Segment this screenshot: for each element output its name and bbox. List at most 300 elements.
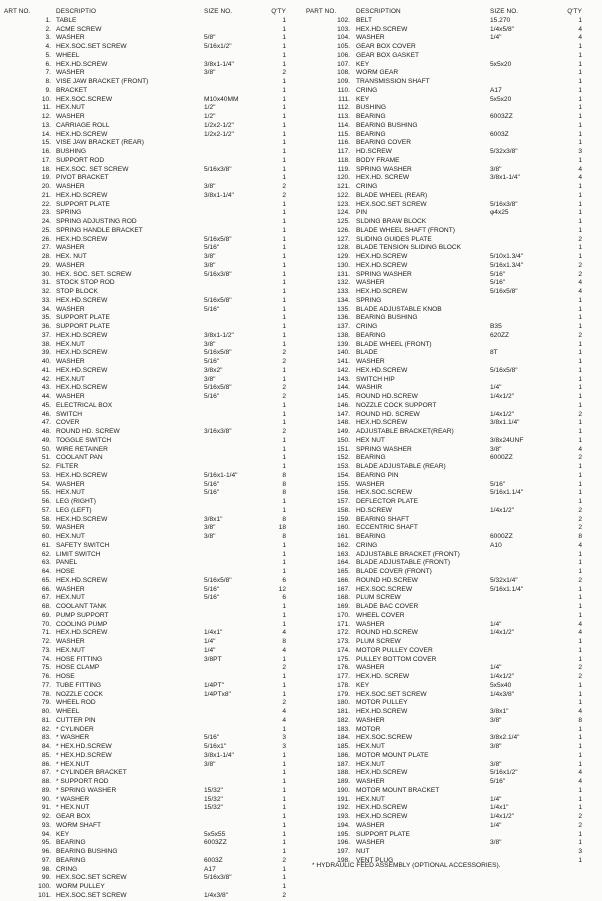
part-size: 1/4x1/2" — [490, 813, 514, 820]
part-size: 5/16x5/8" — [204, 296, 232, 304]
parts-row — [306, 148, 598, 157]
part-number: 198. — [337, 856, 350, 864]
part-description: GEAR BOX COVER — [356, 43, 416, 50]
qty-header: Q'TY — [567, 8, 582, 15]
part-number: 86. — [41, 760, 51, 768]
part-number: 9. — [45, 86, 51, 94]
parts-row — [306, 629, 598, 638]
part-description: SUPPORT PLATE — [56, 200, 110, 208]
part-size: 1/4x1" — [204, 629, 223, 637]
part-number: 158. — [337, 506, 350, 514]
part-description: ADJUSTABLE BRACKET(REAR) — [356, 428, 454, 435]
part-quantity: 1 — [282, 51, 286, 59]
part-number: 29. — [41, 261, 51, 269]
part-number: 57. — [41, 506, 51, 514]
parts-row — [306, 839, 598, 848]
parts-row — [306, 61, 598, 70]
part-size: 3/8x2" — [204, 366, 223, 374]
part-description: WASHER — [56, 585, 85, 593]
part-description: HEX.SOC.SET SCREW — [56, 874, 127, 882]
parts-row — [4, 323, 300, 332]
part-quantity: 1 — [282, 261, 286, 269]
part-description: BLADE BAC COVER — [356, 603, 419, 610]
part-description: * HEX.NUT — [56, 804, 90, 812]
part-number: 49. — [41, 436, 51, 444]
part-size: 1/4" — [490, 384, 502, 392]
parts-row — [4, 647, 300, 656]
part-quantity: 1 — [282, 804, 286, 812]
part-size: 620ZZ — [490, 331, 510, 339]
parts-row — [4, 874, 300, 883]
part-quantity: 1 — [578, 760, 582, 768]
part-quantity: 1 — [578, 681, 582, 689]
part-quantity: 1 — [578, 86, 582, 94]
part-description: PLUM SCREW — [356, 594, 401, 602]
part-description: WASHER — [56, 69, 85, 77]
parts-row — [4, 26, 300, 35]
part-number: 133. — [337, 288, 350, 295]
part-number: 33. — [41, 296, 51, 304]
part-size: 5/16x1-1/4" — [204, 471, 238, 479]
part-quantity: 8 — [578, 533, 582, 540]
part-quantity: 1 — [282, 200, 286, 208]
part-number: 122. — [337, 191, 350, 199]
part-quantity: 1 — [282, 751, 286, 759]
parts-row — [306, 69, 598, 78]
part-quantity: 1 — [282, 620, 286, 628]
part-size: 5/16" — [204, 734, 220, 742]
part-description: * SUPPORT ROD — [56, 778, 109, 785]
part-description: WASHER — [56, 113, 85, 120]
parts-row — [306, 218, 598, 227]
part-size: 5/16x5/8" — [204, 576, 232, 584]
parts-row — [4, 866, 300, 875]
part-number: 88. — [41, 778, 51, 785]
part-number: 44. — [41, 393, 51, 400]
part-description: HEX.NUT — [56, 104, 85, 112]
part-description: VENT PLUG — [356, 856, 394, 864]
part-number: 6. — [45, 60, 51, 68]
part-description: BLADE ADJUSTABLE (FRONT) — [356, 559, 451, 567]
part-number: 53. — [41, 471, 51, 479]
part-number: 48. — [41, 428, 51, 435]
part-quantity: 1 — [578, 725, 582, 733]
part-size: 3/8" — [490, 743, 502, 750]
parts-row — [306, 411, 598, 420]
parts-row — [4, 726, 300, 735]
parts-row — [306, 306, 598, 315]
part-description: SLIDING GUIDES PLATE — [356, 235, 432, 243]
part-number: 42. — [41, 375, 51, 383]
part-description: HEX.HD.SCREW — [56, 191, 108, 199]
part-description: HEX.HD.SCREW — [56, 60, 108, 68]
parts-row — [306, 446, 598, 455]
part-size: 5x5x20 — [490, 95, 512, 103]
part-quantity: 4 — [578, 778, 582, 785]
part-description: GEAR BOX GASKET — [356, 51, 420, 59]
part-number: 150. — [337, 436, 350, 444]
part-number: 26. — [41, 235, 51, 243]
part-description: WASHER — [356, 34, 385, 42]
part-size: 5/32x1/4" — [490, 576, 518, 584]
part-quantity: 1 — [578, 603, 582, 610]
part-quantity: 1 — [282, 568, 286, 575]
part-number: 127. — [337, 235, 350, 243]
part-size: 5/10x1.3/4" — [490, 253, 524, 260]
part-quantity: 2 — [578, 664, 582, 672]
part-number: 75. — [41, 664, 51, 672]
parts-row — [4, 139, 300, 148]
parts-row — [306, 113, 598, 122]
part-number: 181. — [337, 708, 350, 715]
part-description: KEY — [356, 95, 370, 103]
part-description: HOSE FITTING — [56, 655, 103, 663]
part-size: 5/16" — [204, 594, 220, 602]
part-quantity: 2 — [578, 673, 582, 680]
part-description: ROUND HD.SCREW — [356, 393, 418, 400]
part-quantity: 4 — [578, 445, 582, 453]
part-number: 142. — [337, 366, 350, 374]
part-no-header: PART NO. — [306, 8, 337, 15]
part-number: 188. — [337, 769, 350, 777]
part-number: 118. — [337, 156, 350, 164]
parts-row — [4, 279, 300, 288]
part-number: 73. — [41, 646, 51, 654]
part-quantity: 1 — [578, 358, 582, 365]
part-description: HEX.NUT — [356, 760, 385, 768]
part-quantity: 1 — [282, 95, 286, 103]
part-description: WORM SHAFT — [56, 821, 102, 829]
parts-row — [306, 166, 598, 175]
part-number: 106. — [337, 51, 350, 59]
part-description: ROUND HD. SCREW — [356, 410, 420, 418]
parts-row — [4, 839, 300, 848]
part-number: 197. — [337, 848, 350, 855]
parts-row — [4, 43, 300, 52]
part-description: BRACKET — [56, 86, 88, 94]
parts-row — [306, 559, 598, 568]
part-size: 5/16x5/8" — [490, 288, 518, 295]
parts-row — [4, 533, 300, 542]
part-description: MOTOR — [356, 725, 381, 733]
part-description: HEX.HD.SCREW — [56, 296, 108, 304]
parts-row — [4, 183, 300, 192]
parts-row — [4, 262, 300, 271]
part-quantity: 1 — [282, 16, 286, 24]
part-quantity: 1 — [578, 839, 582, 847]
part-quantity: 1 — [578, 366, 582, 374]
part-quantity: 1 — [282, 270, 286, 278]
part-number: 115. — [337, 130, 350, 138]
part-size: 3/8" — [204, 253, 216, 260]
part-description: BEARING — [356, 331, 386, 339]
part-number: 37. — [41, 331, 51, 339]
parts-row — [4, 341, 300, 350]
part-size: 15.270 — [490, 16, 511, 24]
part-quantity: 1 — [578, 209, 582, 217]
part-quantity: 1 — [578, 130, 582, 138]
part-quantity: 1 — [282, 690, 286, 698]
part-description: NOZZLE COCK SUPPORT — [356, 401, 437, 409]
part-size: 5/16x3/8" — [490, 200, 518, 208]
part-number: 110. — [337, 86, 350, 94]
part-description: * SPRING WASHER — [56, 786, 117, 794]
parts-row — [4, 402, 300, 411]
part-number: 149. — [337, 428, 350, 435]
part-quantity: 4 — [578, 629, 582, 637]
part-size: 5/16" — [490, 480, 506, 488]
part-size: 1/4x1" — [490, 804, 509, 812]
part-number: 195. — [337, 830, 350, 838]
part-quantity: 2 — [578, 410, 582, 418]
parts-row — [4, 507, 300, 516]
part-number: 102. — [337, 16, 350, 24]
size-no-header: SIZE NO. — [204, 8, 233, 15]
part-number: 63. — [41, 559, 51, 567]
part-number: 160. — [337, 524, 350, 532]
part-description: BLADE COVER (FRONT) — [356, 568, 432, 575]
part-description: VISE JAW BRACKET (FRONT) — [56, 78, 149, 85]
part-description: MOTOR PULLEY COVER — [356, 646, 433, 654]
part-quantity: 1 — [578, 804, 582, 812]
part-description: BEARING PIN — [356, 471, 399, 479]
part-quantity: 1 — [282, 60, 286, 68]
part-quantity: 1 — [282, 340, 286, 348]
part-description: WASHER — [56, 261, 85, 269]
part-quantity: 1 — [578, 419, 582, 427]
part-size: 5x5x20 — [490, 60, 512, 68]
part-size: φ4x25 — [490, 209, 509, 217]
parts-row — [4, 542, 300, 551]
parts-row — [4, 831, 300, 840]
part-quantity: 1 — [282, 401, 286, 409]
part-number: 35. — [41, 314, 51, 322]
parts-row — [306, 524, 598, 533]
parts-row — [4, 34, 300, 43]
part-quantity: 3 — [282, 743, 286, 750]
part-size: 6003ZZ — [490, 113, 513, 120]
parts-row — [306, 699, 598, 708]
part-number: 111. — [338, 95, 350, 103]
part-number: 129. — [337, 253, 350, 260]
part-number: 166. — [337, 576, 350, 584]
part-description: FILTER — [56, 463, 79, 470]
part-number: 77. — [41, 681, 51, 689]
part-description: COOLANT TANK — [56, 603, 107, 610]
part-number: 59. — [41, 524, 51, 532]
part-description: * WASHER — [56, 795, 90, 803]
part-size: 3/8" — [204, 760, 216, 768]
part-description: SAFETY SWITCH — [56, 541, 110, 549]
parts-row — [306, 437, 598, 446]
parts-row — [4, 708, 300, 717]
parts-row — [306, 297, 598, 306]
part-description: WASHER — [56, 358, 85, 365]
parts-row — [4, 358, 300, 367]
part-quantity: 1 — [578, 323, 582, 330]
part-size: 5/16x1/2" — [204, 43, 232, 50]
part-quantity: 1 — [282, 445, 286, 453]
part-number: 22. — [41, 200, 51, 208]
part-number: 124. — [337, 209, 350, 217]
part-size: 8T — [490, 349, 498, 357]
part-quantity: 1 — [282, 174, 286, 182]
part-description: HEX.SOC.SCREW — [356, 585, 413, 593]
part-description: HEX.HD.SCREW — [356, 366, 408, 374]
part-number: 104. — [337, 34, 350, 42]
part-quantity: 4 — [578, 34, 582, 42]
part-description: HOSE CLAMP — [56, 664, 100, 672]
parts-row — [4, 664, 300, 673]
parts-row — [4, 113, 300, 122]
part-description: HEX.HD.SCREW — [56, 629, 108, 637]
part-size: 5/16x1" — [204, 743, 227, 750]
part-description: BUSHING — [356, 104, 387, 112]
part-size: 1/2x2-1/2" — [204, 130, 234, 138]
part-size: 3/8PT — [204, 655, 222, 663]
part-size: 5/16" — [490, 778, 506, 785]
part-quantity: 1 — [578, 795, 582, 803]
part-quantity: 1 — [578, 550, 582, 558]
parts-row — [4, 629, 300, 638]
parts-row — [306, 236, 598, 245]
part-size: 5/16x5/8" — [204, 349, 232, 357]
part-quantity: 2 — [578, 524, 582, 532]
parts-row — [306, 708, 598, 717]
part-quantity: 4 — [578, 165, 582, 173]
part-quantity: 1 — [578, 95, 582, 103]
part-description: HEX.HD.SCREW — [356, 288, 408, 295]
part-quantity: 1 — [282, 786, 286, 794]
part-quantity: 1 — [578, 16, 582, 24]
part-quantity: 2 — [282, 428, 286, 435]
parts-row — [4, 577, 300, 586]
part-quantity: 2 — [578, 261, 582, 269]
part-number: 89. — [41, 786, 51, 794]
left-parts-rows — [4, 17, 300, 901]
parts-row — [306, 516, 598, 525]
parts-row — [4, 682, 300, 691]
part-description: HEX.HD.SCREW — [56, 349, 108, 357]
part-description: CRING — [356, 323, 378, 330]
part-size: 5/16" — [204, 358, 220, 365]
part-number: 114. — [337, 121, 350, 129]
part-quantity: 1 — [578, 314, 582, 322]
part-number: 82. — [41, 725, 51, 733]
part-quantity: 2 — [282, 393, 286, 400]
part-number: 121. — [337, 183, 350, 190]
part-number: 123. — [337, 200, 350, 208]
description-header: DESCRIPTION — [356, 8, 401, 15]
part-description: SLDING BRAW BLOCK — [356, 218, 427, 225]
part-number: 80. — [41, 708, 51, 715]
part-size: 1/4x1/2" — [490, 673, 514, 680]
part-description: BLADE WHEEL (REAR) — [356, 191, 428, 199]
parts-row — [4, 61, 300, 70]
part-description: HEX.SOC.SCREW — [56, 95, 113, 103]
parts-row — [306, 384, 598, 393]
part-number: 56. — [41, 498, 51, 505]
part-description: WASHER — [356, 716, 385, 724]
part-quantity: 1 — [282, 139, 286, 147]
parts-row — [306, 26, 598, 35]
part-description: ROUND HD.SCREW — [356, 629, 418, 637]
part-quantity: 1 — [282, 156, 286, 164]
parts-row — [4, 244, 300, 253]
part-number: 107. — [337, 60, 350, 68]
parts-row — [306, 804, 598, 813]
parts-row — [306, 717, 598, 726]
part-description: WASHER — [356, 778, 385, 785]
part-quantity: 8 — [282, 515, 286, 523]
part-quantity: 12 — [278, 585, 286, 593]
parts-row — [306, 612, 598, 621]
parts-row — [306, 673, 598, 682]
part-size: 3/8x24UNF — [490, 436, 524, 444]
parts-row — [4, 174, 300, 183]
parts-row — [306, 428, 598, 437]
parts-row — [306, 778, 598, 787]
part-number: 192. — [337, 804, 350, 812]
part-number: 140. — [337, 349, 350, 357]
part-number: 157. — [337, 498, 350, 505]
part-description: BLADE WHEEL (FRONT) — [356, 340, 432, 348]
part-description: WASHER — [356, 664, 385, 672]
part-number: 180. — [337, 699, 350, 707]
part-description: COVER — [56, 419, 80, 427]
part-number: 16. — [41, 148, 51, 155]
part-description: VISE JAW BRACKET (REAR) — [56, 139, 144, 147]
parts-row — [4, 209, 300, 218]
parts-row — [306, 271, 598, 280]
part-description: SPRING ADJUSTING ROD — [56, 218, 137, 225]
part-number: 172. — [337, 629, 350, 637]
parts-row — [306, 568, 598, 577]
part-description: HEX.HD.SCREW — [56, 130, 108, 138]
part-number: 43. — [41, 384, 51, 392]
part-number: 163. — [337, 550, 350, 558]
part-description: HEX.NUT — [56, 375, 85, 383]
part-quantity: 1 — [282, 148, 286, 155]
part-number: 173. — [337, 638, 350, 645]
part-description: HEX.HD.SCREW — [56, 366, 108, 374]
part-number: 170. — [337, 611, 350, 619]
part-size: 5/16" — [490, 279, 506, 287]
part-size: 5/16" — [204, 489, 220, 497]
part-size: 3/8" — [204, 524, 216, 532]
part-number: 148. — [337, 419, 350, 427]
right-column-header — [306, 8, 598, 17]
part-number: 196. — [337, 839, 350, 847]
part-number: 108. — [337, 69, 350, 77]
part-description: KEY — [356, 60, 370, 68]
part-quantity: 1 — [578, 611, 582, 619]
part-number: 155. — [337, 480, 350, 488]
part-quantity: 4 — [578, 541, 582, 549]
part-number: 128. — [337, 244, 350, 252]
part-quantity: 1 — [578, 349, 582, 357]
part-quantity: 2 — [578, 331, 582, 339]
part-description: ROUND HD.SCREW — [356, 576, 418, 584]
part-number: 177. — [337, 673, 350, 680]
part-description: HEX.SOC.SCREW — [356, 489, 413, 497]
part-number: 5. — [45, 51, 51, 59]
part-number: 145. — [337, 393, 350, 400]
parts-row — [4, 586, 300, 595]
part-size: 3/8x1" — [490, 708, 509, 715]
part-description: HEX.HD.SCREW — [356, 25, 408, 33]
parts-row — [4, 131, 300, 140]
